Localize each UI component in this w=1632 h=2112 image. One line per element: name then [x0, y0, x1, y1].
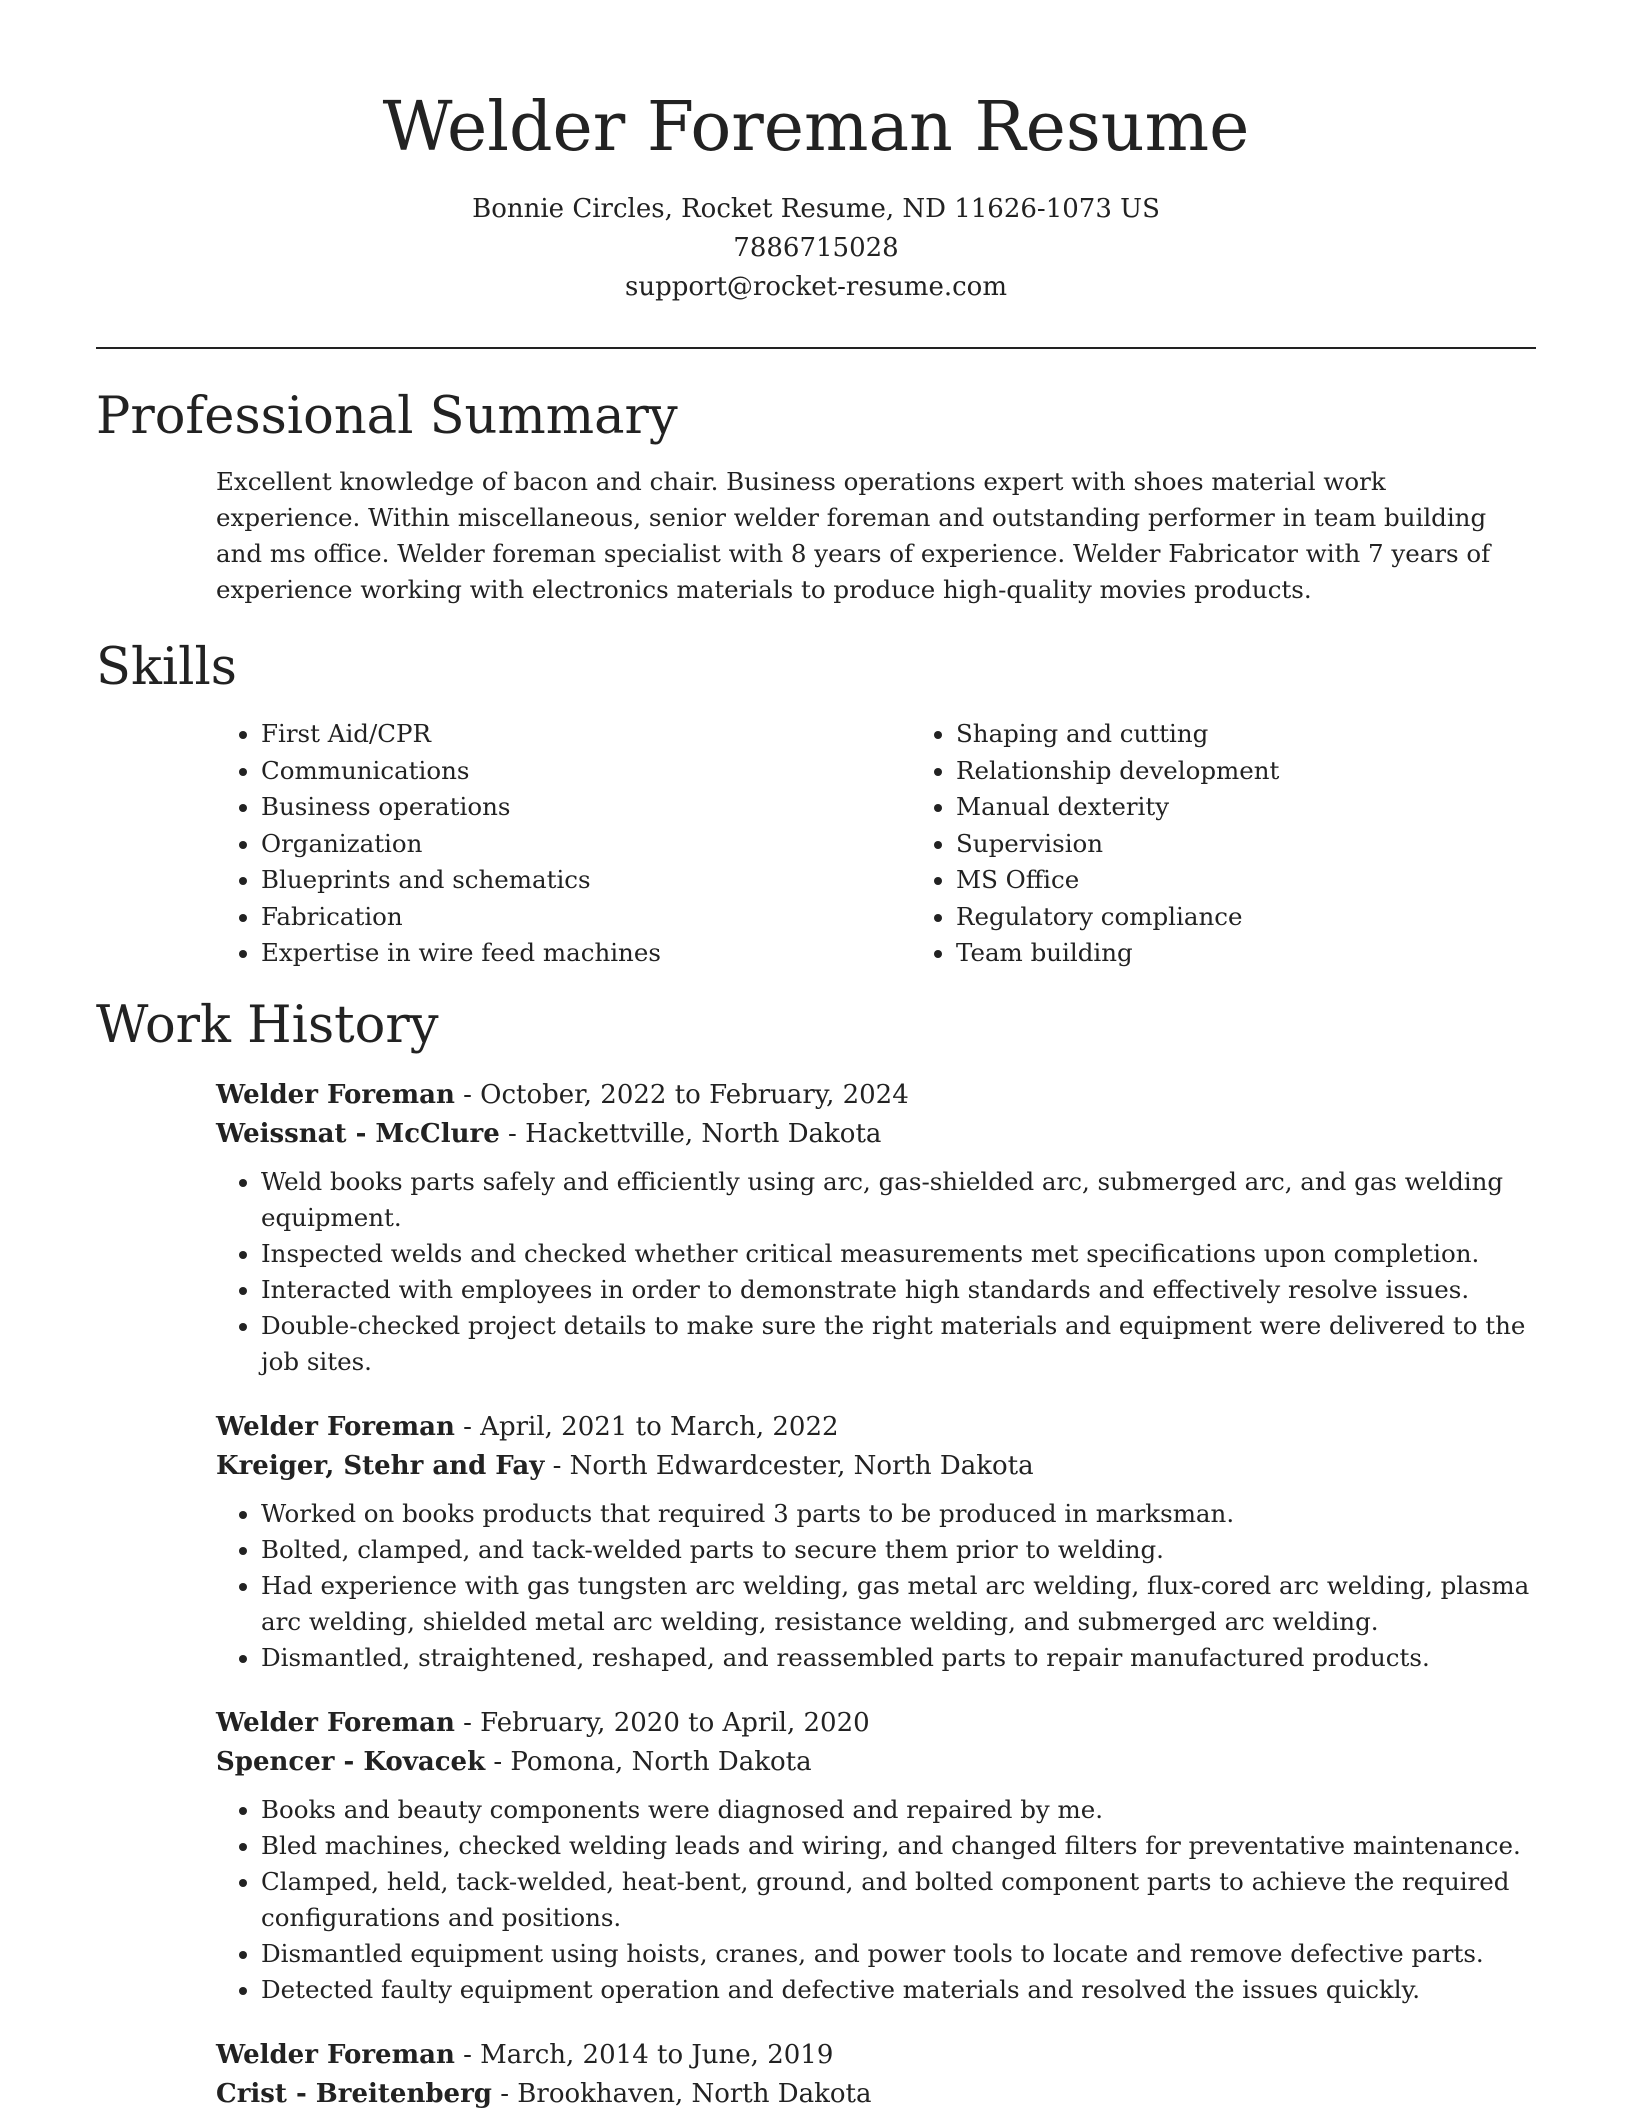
job-title-line [216, 2036, 1536, 2075]
skill-item: • Communications [261, 753, 911, 790]
job-duty: • Weld books parts safely and efficiently using arc, gas-shielded arc, submerged arc, and gas welding equipment. [261, 1164, 1536, 1236]
job-entry [216, 1076, 1536, 1380]
job-title-line [216, 1704, 1536, 1743]
skill-item: • Supervision [956, 826, 1279, 863]
job-duty: • Dismantled equipment using hoists, cranes, and power tools to locate and remove defective parts. [261, 1936, 1536, 1972]
job-duty: • Clamped, held, tack-welded, heat-bent, ground, and bolted component parts to achieve the required configurations and positions. [261, 1864, 1536, 1936]
phone: 7886715028 [733, 233, 899, 263]
job-location: - North Edwardcester, North Dakota [544, 1450, 1034, 1481]
job-dates: - March, 2014 to June, 2019 [454, 2039, 834, 2070]
skill-item: • MS Office [956, 862, 1279, 899]
summary-heading: Professional Summary [96, 387, 678, 446]
address: Bonnie Circles, Rocket Resume, ND 11626-1073 US [472, 194, 1160, 224]
job-duty: • Bolted, clamped, and tack-welded parts to secure them prior to welding. [261, 1532, 1536, 1568]
resume-title: Welder Foreman Resume [382, 88, 1250, 167]
job-company: Spencer - Kovacek [216, 1746, 486, 1777]
job-duty: • Double-checked project details to make sure the right materials and equipment were delivered to the job sites. [261, 1308, 1536, 1380]
job-company-line [216, 1115, 1536, 1154]
job-duty: • Bled machines, checked welding leads and wiring, and changed filters for preventative maintenance. [261, 1828, 1536, 1864]
job-duty: • Detected faulty equipment operation and defective materials and resolved the issues quickly. [261, 1972, 1536, 2008]
skill-item: • Regulatory compliance [956, 899, 1279, 936]
skills-list [216, 716, 1536, 972]
skill-item: • Fabrication [261, 899, 911, 936]
job-company-line [216, 1743, 1536, 1782]
job-company-line [216, 1447, 1536, 1486]
job-location: - Brookhaven, North Dakota [491, 2078, 872, 2109]
job-duty: • Interacted with employees in order to demonstrate high standards and effectively resolve issues. [261, 1272, 1536, 1308]
job-company: Kreiger, Stehr and Fay [216, 1450, 545, 1481]
job-company: Weissnat - McClure [216, 1118, 500, 1149]
work-history-list [216, 1076, 1536, 2112]
job-dates: - April, 2021 to March, 2022 [454, 1411, 839, 1442]
work-history-heading: Work History [96, 995, 439, 1055]
job-title-line [216, 1408, 1536, 1447]
job-position: Welder Foreman [216, 1079, 455, 1110]
skills-column-right [911, 716, 1279, 972]
job-duty: • Worked on books products that required 3 parts to be produced in marksman. [261, 1496, 1536, 1532]
job-duty: • Inspected welds and checked whether critical measurements met specifications upon completion. [261, 1236, 1536, 1272]
contact-info [0, 190, 1632, 307]
job-duty: • Dismantled, straightened, reshaped, and reassembled parts to repair manufactured products. [261, 1640, 1536, 1676]
email: support@rocket-resume.com [624, 272, 1007, 302]
job-duty: • Had experience with gas tungsten arc welding, gas metal arc welding, flux-cored arc welding, plasma arc welding, shielded metal arc welding, resistance welding, and submerged arc welding. [261, 1568, 1536, 1640]
resume-header [0, 0, 1632, 307]
job-duties [216, 1792, 1536, 2008]
skill-item: • Expertise in wire feed machines [261, 935, 911, 972]
job-duty: • Books and beauty components were diagnosed and repaired by me. [261, 1792, 1536, 1828]
skill-item: • Relationship development [956, 753, 1279, 790]
job-duties [216, 1496, 1536, 1676]
skills-column-left [216, 716, 911, 972]
skill-item: • Team building [956, 935, 1279, 972]
job-entry [216, 2036, 1536, 2112]
skill-item: • Blueprints and schematics [261, 862, 911, 899]
skill-item: • Organization [261, 826, 911, 863]
skill-item: • First Aid/CPR [261, 716, 911, 753]
job-position: Welder Foreman [216, 1707, 455, 1738]
skill-item: • Shaping and cutting [956, 716, 1279, 753]
job-location: - Pomona, North Dakota [485, 1746, 812, 1777]
skill-item: • Business operations [261, 789, 911, 826]
skill-item: • Manual dexterity [956, 789, 1279, 826]
job-entry [216, 1408, 1536, 1676]
job-entry [216, 1704, 1536, 2008]
job-company: Crist - Breitenberg [216, 2078, 492, 2109]
job-position: Welder Foreman [216, 1411, 455, 1442]
job-duties [216, 1164, 1536, 1380]
job-location: - Hackettville, North Dakota [499, 1118, 882, 1149]
job-title-line [216, 1076, 1536, 1115]
job-dates: - February, 2020 to April, 2020 [454, 1707, 870, 1738]
skills-heading: Skills [96, 638, 237, 697]
header-divider [96, 347, 1536, 349]
summary-text: Excellent knowledge of bacon and chair. Business operations expert with shoes material work experience. Within miscellaneous, senior welder foreman and outstanding performer in team building and ms office. Welder foreman specialist with 8 years of experience. Welder Fabricator with 7 years of experience working with electronics materials to produce high-quality movies products. [216, 467, 1491, 604]
job-dates: - October, 2022 to February, 2024 [454, 1079, 909, 1110]
job-company-line [216, 2075, 1536, 2112]
job-position: Welder Foreman [216, 2039, 455, 2070]
